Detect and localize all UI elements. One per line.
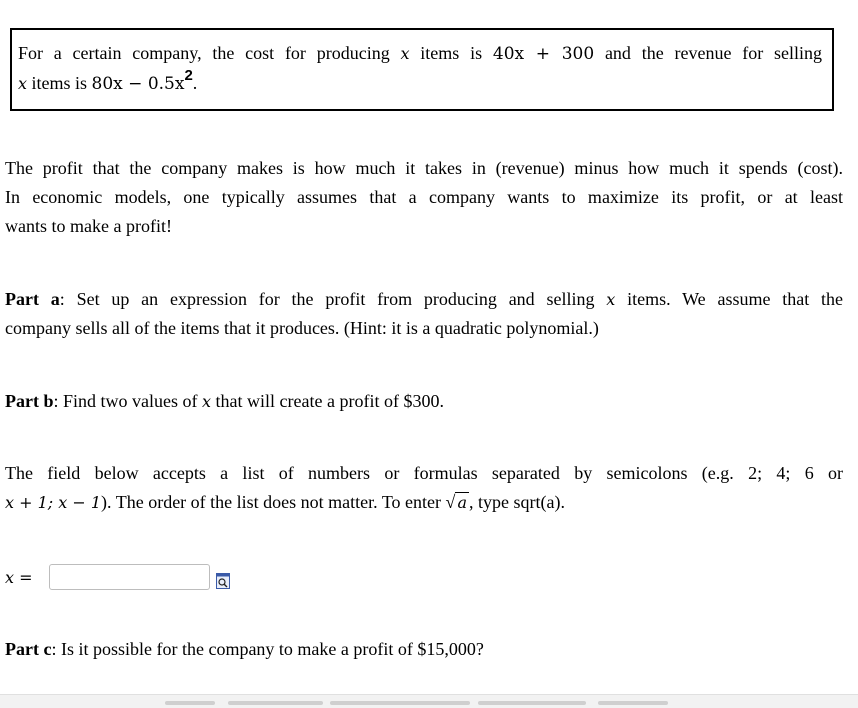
part-c-label: Part c [5,639,52,659]
toolbar-segment [598,701,668,705]
problem-statement-line1: For a certain company, the cost for producing x items is 40x + 300 and the revenue for selling [18,43,822,64]
formula-preview-icon[interactable] [216,569,230,585]
toolbar-segment [330,701,470,705]
answer-input[interactable] [49,564,210,590]
problem-statement-box [10,28,834,111]
part-a-label: Part a [5,289,60,309]
answer-label: x = [5,567,33,587]
revenue-expression: $80x - 0.5x^2$ [91,67,193,94]
sqrt-symbol: √ a [445,492,467,512]
profit-explanation: The profit that the company makes is how much it takes in (revenue) minus how much it spends (cost). In economic models, one typically assumes that a company wants to maximize its profit, or at least wants to make a profit! [5,158,843,236]
part-c: Part c: Is it possible for the company to make a profit of $15,000? [5,639,484,659]
part-b: Part b: Find two values of x that will create a profit of $300. [5,391,444,411]
cost-expression: 40x + 300 [492,44,595,64]
part-b-label: Part b [5,391,54,411]
toolbar-segment [228,701,323,705]
part-a: Part a: Set up an expression for the profit from producing and selling x items. We assume that the company sells all of the items that it produces. (Hint: it is a quadratic polynomial.) [5,289,844,338]
answer-instructions: The field below accepts a list of numbers or formulas separated by semicolons (e.g. 2; 4; 6 or x + 1; x − 1). The order of the list does not matter. To enter √ a , type sqrt(a). [5,459,843,517]
problem-statement-line2: x items is $80x - 0.5x^2$. [18,67,198,94]
toolbar-segment [165,701,215,705]
example-expression: x + 1; x − 1 [5,493,102,512]
bottom-toolbar-edge [0,694,858,708]
toolbar-segment [478,701,586,705]
answer-row [5,562,230,592]
